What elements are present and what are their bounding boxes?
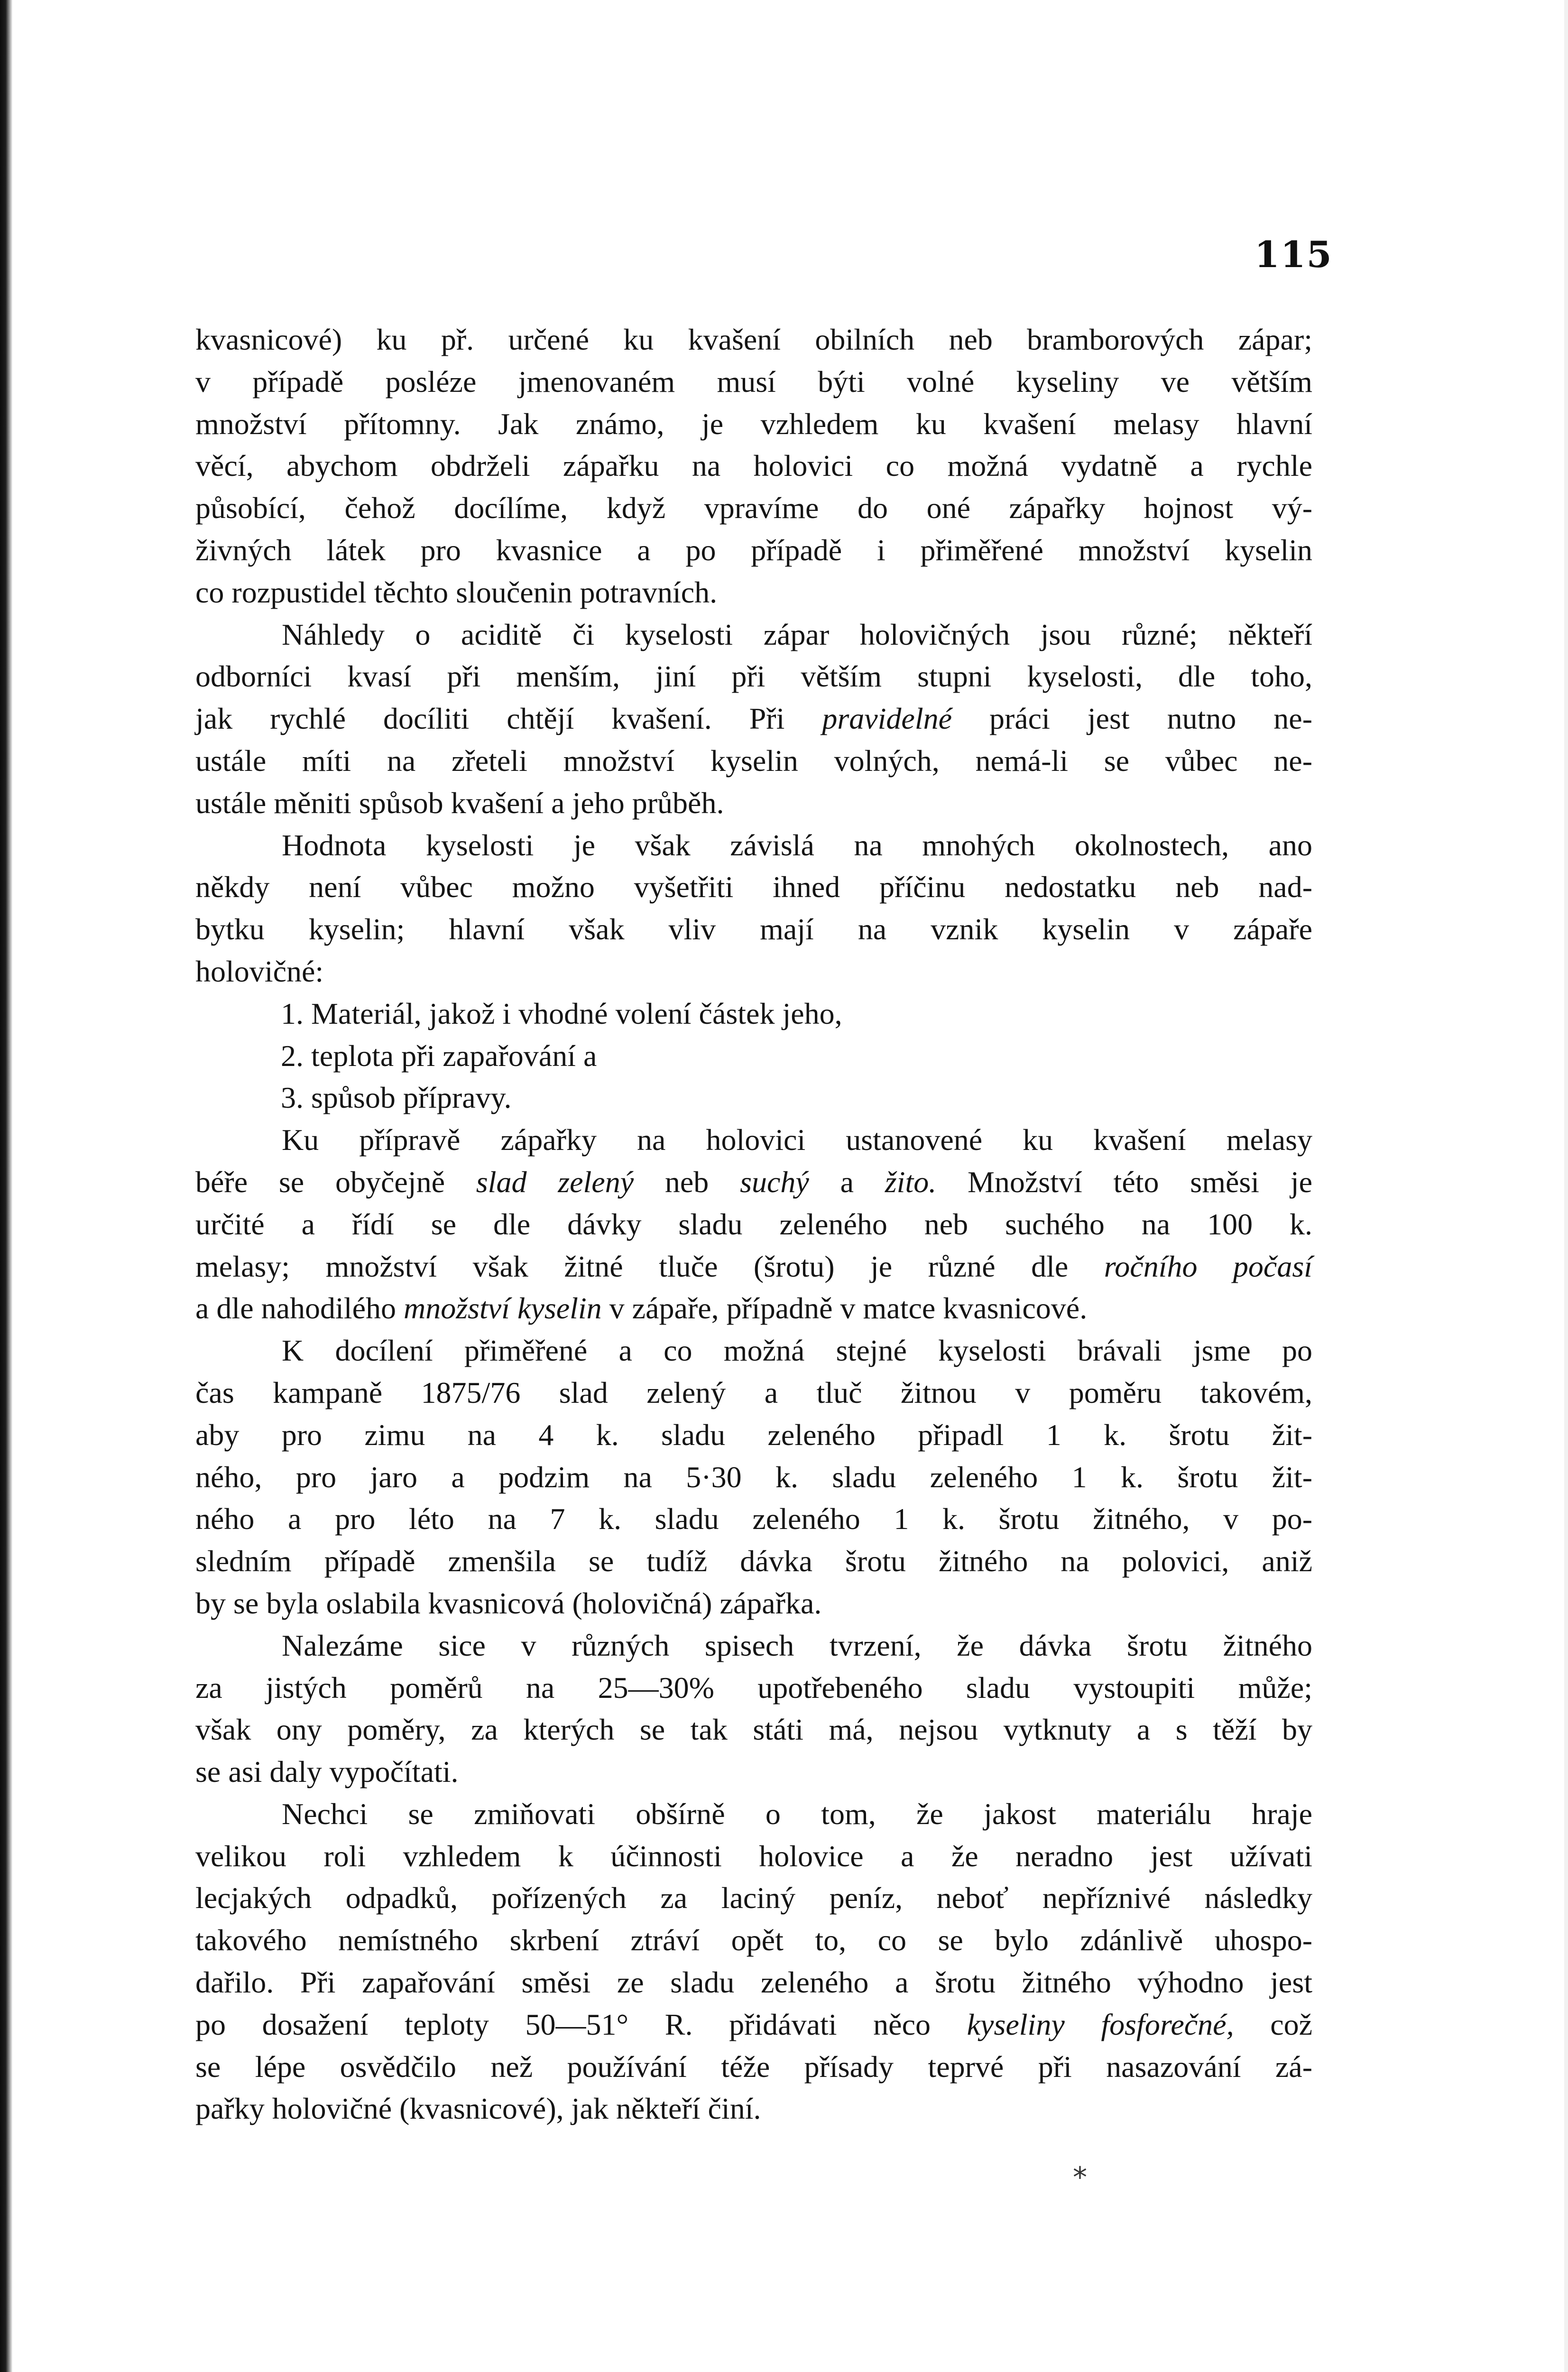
text-line (195, 1583, 1312, 1625)
text-line (195, 403, 1312, 445)
text-line (195, 319, 1312, 361)
text-segment: věcí, abychom obdrželi zápařku na holovici co možná vydatně a rychle (195, 449, 1312, 483)
text-segment: živných látek pro kvasnice a po případě i přiměřené množství kyselin (195, 533, 1312, 567)
text-segment: a (809, 1165, 885, 1199)
text-segment: v zápaře, případně v matce kvasnicové. (601, 1291, 1088, 1325)
italic-text: kyseliny fosforečné, (967, 2007, 1234, 2041)
text-segment: melasy; množství však žitné tluče (šrotu) je různé dle (195, 1249, 1104, 1283)
text-segment: bytku kyselin; hlavní však vliv mají na vznik kyselin v zápaře (195, 912, 1312, 946)
text-segment: dařilo. Při zapařování směsi ze sladu zeleného a šrotu žitného výhodno jest (195, 1965, 1312, 2000)
body-text (195, 319, 1312, 2130)
text-segment: Množství této směsi je (936, 1165, 1313, 1199)
text-line (195, 1919, 1312, 1962)
text-segment: co rozpustidel těchto sloučenin potravních. (195, 575, 718, 609)
text-segment: neb (634, 1165, 740, 1199)
list-item (195, 993, 1312, 1035)
text-segment: ného, pro jaro a podzim na 5·30 k. sladu zeleného 1 k. šrotu žit- (195, 1460, 1312, 1494)
text-line (195, 698, 1312, 740)
text-segment: a dle nahodilého (195, 1291, 404, 1325)
italic-text: množství kyselin (403, 1291, 602, 1325)
text-segment: by se byla oslabila kvasnicová (holovičná) zápařka. (195, 1586, 822, 1620)
text-line (195, 1161, 1312, 1204)
text-segment: sledním případě zmenšila se tudíž dávka šrotu žitného na polovici, aniž (195, 1544, 1312, 1578)
text-line (195, 951, 1312, 993)
text-segment: 2. teplota při zapařování a (281, 1038, 597, 1073)
text-segment: K docílení přiměřené a co možná stejné kyselosti brávali jsme po (282, 1334, 1312, 1368)
text-line (195, 1288, 1312, 1330)
text-segment: určité a řídí se dle dávky sladu zeleného neb suchého na 100 k. (195, 1207, 1312, 1241)
text-segment: množství přítomny. Jak známo, je vzhledem ku kvašení melasy hlavní (195, 407, 1312, 441)
text-segment: ného a pro léto na 7 k. sladu zeleného 1 k. šrotu žitného, v po- (195, 1502, 1312, 1536)
text-segment: po dosažení teploty 50—51° R. přidávati něco (195, 2007, 967, 2041)
text-line (195, 740, 1312, 782)
text-line (195, 1962, 1312, 2004)
text-segment: se lépe osvědčilo než používání téže přísady teprvé při nasazování zá- (195, 2049, 1312, 2084)
text-segment: lecjakých odpadků, pořízených za laciný peníz, neboť nepříznivé následky (195, 1881, 1312, 1915)
text-line (195, 1204, 1312, 1246)
text-line (195, 445, 1312, 487)
text-segment: práci jest nutno ne- (952, 702, 1313, 736)
text-line (195, 487, 1312, 529)
italic-text: pravidelné (822, 702, 952, 736)
italic-text: ročního počasí (1104, 1249, 1313, 1283)
text-segment: čas kampaně 1875/76 slad zelený a tluč žitnou v poměru takovém, (195, 1375, 1312, 1409)
text-line (195, 614, 1312, 656)
text-segment: kvasnicové) ku př. určené ku kvašení obilních neb bramborových zápar; (195, 323, 1312, 356)
text-segment: holovičné: (195, 954, 324, 988)
text-segment: odborníci kvasí při menším, jiní při větším stupni kyselosti, dle toho, (195, 659, 1312, 694)
text-segment: Nechci se zmiňovati obšírně o tom, že jakost materiálu hraje (282, 1797, 1312, 1831)
text-line (195, 1246, 1312, 1288)
text-line (195, 2046, 1312, 2088)
text-line (195, 1835, 1312, 1878)
text-segment: aby pro zimu na 4 k. sladu zeleného připadl 1 k. šrotu žit- (195, 1418, 1312, 1452)
text-segment: takového nemístného skrbení ztráví opět to, co se bylo zdánlivě uhospo- (195, 1923, 1312, 1957)
text-line (195, 529, 1312, 572)
text-line (195, 1372, 1312, 1414)
text-line (195, 2088, 1312, 2130)
text-segment: někdy není vůbec možno vyšetřiti ihned příčinu nedostatku neb nad- (195, 870, 1312, 904)
text-segment: Ku přípravě zápařky na holovici ustanovené ku kvašení melasy (282, 1123, 1312, 1157)
text-line (195, 1625, 1312, 1667)
text-segment: za jistých poměrů na 25—30% upotřebeného sladu vystoupiti může; (195, 1670, 1312, 1705)
italic-text: slad zelený (476, 1165, 634, 1199)
text-segment: Náhledy o aciditě či kyselosti zápar holovičných jsou různé; někteří (282, 617, 1312, 651)
text-line (195, 361, 1312, 403)
text-line (195, 656, 1312, 698)
list-item (195, 1077, 1312, 1119)
text-segment: Nalezáme sice v různých spisech tvrzení, že dávka šrotu žitného (282, 1628, 1312, 1662)
scan-left-edge (0, 0, 12, 2372)
text-segment: ustále měniti spůsob kvašení a jeho průběh. (195, 786, 724, 820)
text-line (195, 1498, 1312, 1540)
text-segment: však ony poměry, za kterých se tak státi má, nejsou vytknuty a s těží by (195, 1713, 1312, 1747)
text-line (195, 1414, 1312, 1456)
text-line (195, 908, 1312, 951)
text-line (195, 782, 1312, 825)
text-line (195, 1793, 1312, 1835)
footer-asterisk: * (1073, 2161, 1087, 2194)
text-line (195, 1456, 1312, 1499)
text-segment: béře se obyčejně (195, 1165, 476, 1199)
text-segment: 1. Materiál, jakož i vhodné volení částek jeho, (281, 996, 842, 1030)
text-line (195, 1540, 1312, 1583)
text-line (195, 2004, 1312, 2046)
scan-right-edge (1564, 0, 1568, 2372)
text-segment: ustále míti na zřeteli množství kyselin volných, nemá-li se vůbec ne- (195, 743, 1312, 778)
list-item (195, 1035, 1312, 1077)
text-line (195, 1877, 1312, 1919)
text-line (195, 1330, 1312, 1372)
text-segment: v případě posléze jmenovaném musí býti volné kyseliny ve větším (195, 364, 1312, 398)
text-segment: jak rychlé docíliti chtějí kvašení. Při (195, 702, 822, 736)
text-segment: působící, čehož docílíme, když vpravíme do oné zápařky hojnost vý- (195, 491, 1312, 525)
text-line (195, 1751, 1312, 1793)
text-segment: velikou roli vzhledem k účinnosti holovice a že neradno jest užívati (195, 1839, 1312, 1873)
text-segment: což (1234, 2007, 1313, 2041)
text-line (195, 1119, 1312, 1161)
italic-text: suchý (740, 1165, 809, 1199)
text-segment: Hodnota kyselosti je však závislá na mnohých okolnostech, ano (282, 828, 1312, 862)
text-line (195, 825, 1312, 867)
text-line (195, 1667, 1312, 1709)
text-line (195, 572, 1312, 614)
text-line (195, 866, 1312, 908)
text-segment: se asi daly vypočítati. (195, 1755, 459, 1789)
text-segment: 3. spůsob přípravy. (281, 1081, 512, 1115)
text-line (195, 1709, 1312, 1751)
page-number: 115 (1254, 233, 1333, 276)
italic-text: žito. (885, 1165, 937, 1199)
text-segment: pařky holovičné (kvasnicové), jak někteří činí. (195, 2092, 761, 2126)
